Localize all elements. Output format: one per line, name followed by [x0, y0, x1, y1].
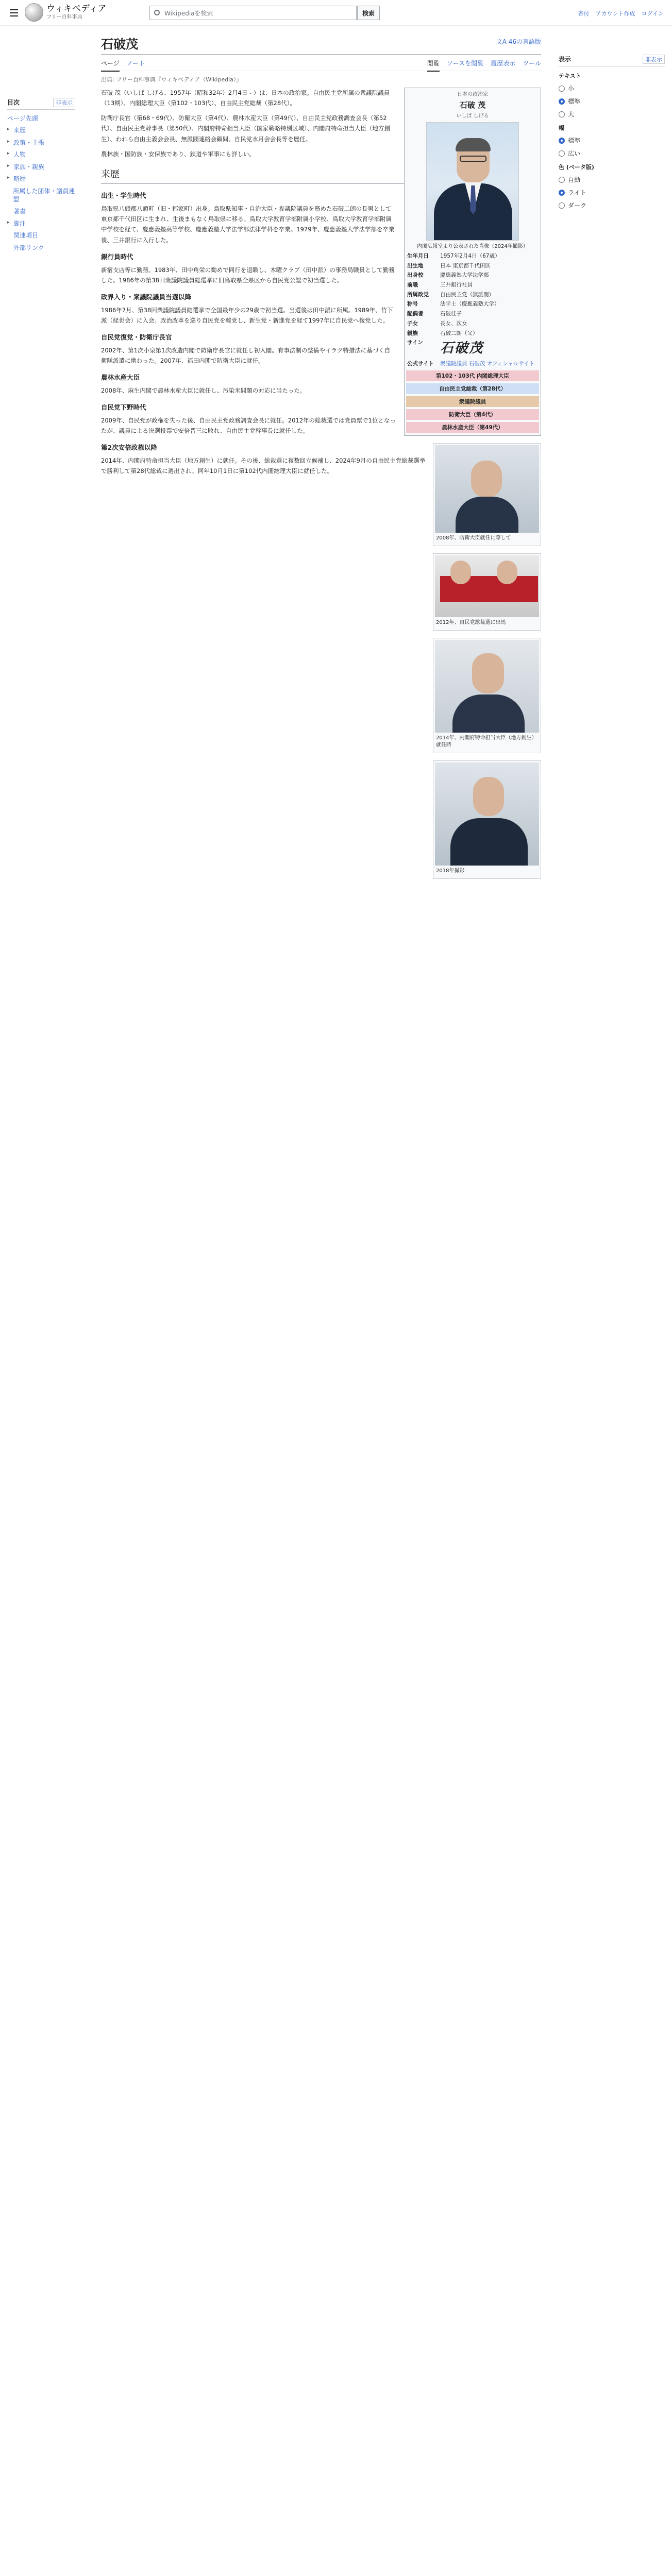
infobox-category: 日本の政治家 — [457, 92, 488, 97]
official-site-link[interactable]: 衆議院議員 石破茂 オフィシャルサイト — [440, 360, 535, 367]
login-link[interactable]: ログイン — [641, 10, 664, 17]
radio-icon[interactable] — [559, 86, 565, 92]
infobox-row: 生年月日 1957年2月4日（67歳） — [407, 253, 500, 259]
photo-thumb[interactable] — [433, 638, 541, 753]
page-tabs — [101, 55, 541, 71]
infobox-row: サイン 石破茂 — [406, 338, 539, 359]
toc-hide-button[interactable]: 非表示 — [53, 98, 75, 107]
infobox-kana: いしば しげる — [456, 113, 489, 119]
tab-article[interactable]: ページ — [101, 59, 120, 72]
toc-top-link[interactable]: ページ先頭 — [7, 115, 38, 122]
lead-paragraph: 農林族・国防族・安保族であり、鉄道や軍事にも詳しい。 — [101, 150, 255, 158]
portrait-photo[interactable] — [426, 122, 519, 241]
infobox-row: 配偶者 石破佳子 — [407, 311, 462, 317]
photo-caption: 2008年、防衛大臣就任に際して — [436, 535, 511, 541]
search-placeholder: Wikipediaを検索 — [164, 9, 213, 17]
subsection-heading: 出生・学生時代 — [101, 192, 146, 200]
section-paragraph: 鳥取県八頭郡八頭町（旧・郡家町）出身。鳥取県知事・自治大臣・参議院議員を務めた石破二朗の長男として東京都千代田区に生まれ、生後まもなく鳥取県に移る。鳥取大学教育学部附属小学校、鳥取大学教育学部附属中学校を経て、慶應義塾高等学校、慶應義塾大学法学部法律学科を卒業。1979年、慶應義塾大学法学部を卒業後、三井銀行に入行した。 — [101, 205, 395, 244]
site-subtitle: フリー百科事典 — [46, 14, 82, 21]
source-line: 出典: フリー百科事典『ウィキペディア（Wikipedia）』 — [101, 76, 242, 83]
width-option[interactable]: 広い — [559, 149, 665, 158]
section-paragraph: 新宿支店等に勤務。1983年、田中角栄の勧めで同行を退職し、木曜クラブ（田中派）の事務局職員として勤務した。1986年の第38回衆議院議員総選挙に旧鳥取県全県区から自民党公認で初当選した。 — [101, 266, 395, 284]
subsection-heading: 第2次安倍政権以降 — [101, 444, 157, 452]
width-option[interactable]: 標準 — [559, 136, 665, 145]
subsection-heading: 自民党復党・防衛庁長官 — [101, 333, 172, 341]
toc-item[interactable]: ▸ 家族・親族 — [7, 163, 45, 171]
chevron-right-icon[interactable]: ▸ — [7, 163, 10, 168]
site-title: ウィキペディア — [46, 4, 107, 14]
portrait-caption: 内閣広報室より公表された肖像（2024年撮影） — [417, 244, 528, 249]
tab-read[interactable]: 閲覧 — [427, 59, 440, 72]
color-option[interactable]: 自動 — [559, 175, 665, 184]
text-size-option[interactable]: 大 — [559, 110, 665, 118]
photo-thumb[interactable] — [433, 443, 541, 546]
office-header: 防衛大臣（第4代） — [406, 409, 539, 420]
photo-caption: 2018年撮影 — [436, 868, 465, 874]
toc-item[interactable]: 所属した団体・議員連盟 — [13, 187, 75, 203]
infobox-row: 公式サイト 衆議院議員 石破茂 オフィシャルサイト — [406, 359, 539, 369]
radio-icon[interactable] — [559, 177, 565, 183]
site-logo[interactable] — [25, 3, 107, 22]
infobox — [404, 88, 541, 436]
toc-item[interactable]: ▸ 人物 — [7, 151, 26, 159]
page-title: 石破茂 — [101, 37, 138, 52]
tab-tools[interactable]: ツール — [523, 60, 541, 67]
section-paragraph: 2002年、第1次小泉第1次改造内閣で防衛庁長官に就任し初入閣。有事法制の整備やイラク特措法に基づく自衛隊派遣に携わった。2007年、福田内閣で防衛大臣に就任。 — [101, 346, 391, 364]
toc-item[interactable]: ▸ 略歴 — [7, 175, 26, 183]
toc-item[interactable]: 外部リンク — [13, 244, 44, 251]
office-header: 農林水産大臣（第49代） — [406, 422, 539, 433]
lead-paragraph: 石破 茂（いしば しげる、1957年（昭和32年）2月4日 - ）は、日本の政治家。自由民主党所属の衆議院議員（13期）、内閣総理大臣（第102・103代）、自由民主党総裁（第28代）。 — [101, 89, 390, 107]
chevron-right-icon[interactable]: ▸ — [7, 175, 10, 181]
toc-item[interactable]: ▸ 政策・主張 — [7, 139, 45, 146]
photo-caption: 2014年、内閣府特命担当大臣（地方創生）就任時 — [436, 735, 537, 749]
text-size-label: テキスト — [559, 73, 581, 79]
appearance-panel — [559, 52, 665, 214]
search-icon — [154, 10, 160, 15]
signature: 石破茂 — [440, 341, 484, 357]
radio-icon[interactable] — [559, 111, 565, 117]
subsection-heading: 農林水産大臣 — [101, 374, 140, 381]
subsection-heading: 銀行員時代 — [101, 252, 133, 261]
tab-view-source[interactable]: ソースを閲覧 — [446, 60, 484, 67]
appearance-hide-button[interactable]: 非表示 — [643, 55, 665, 64]
chevron-right-icon[interactable]: ▸ — [7, 219, 10, 225]
chevron-right-icon[interactable]: ▸ — [7, 139, 10, 144]
infobox-row: 称号 法学士（慶應義塾大学） — [407, 301, 500, 308]
radio-icon[interactable] — [559, 150, 565, 157]
subsection-heading: 政界入り・衆議院議員当選以降 — [101, 293, 192, 301]
section-paragraph: 2008年、麻生内閣で農林水産大臣に就任し、汚染米問題の対応に当たった。 — [101, 386, 306, 394]
infobox-name: 石破 茂 — [459, 100, 486, 110]
language-button[interactable]: 文A 46の言語版 — [496, 38, 541, 45]
chevron-right-icon[interactable]: ▸ — [7, 151, 10, 157]
tab-history[interactable]: 履歴表示 — [491, 60, 516, 67]
section-paragraph: 2014年、内閣府特命担当大臣（地方創生）に就任。その後、総裁選に複数回立候補し、2024年9月の自由民主党総裁選挙で勝利して第28代総裁に選出され、同年10月1日に第102代内閣総理大臣に就任した。 — [101, 457, 426, 475]
user-links — [578, 9, 664, 18]
appearance-heading: 表示 — [559, 56, 572, 63]
radio-selected-icon[interactable] — [559, 138, 565, 144]
search-input[interactable] — [149, 6, 357, 20]
chevron-right-icon[interactable]: ▸ — [7, 127, 10, 132]
color-option[interactable]: ダーク — [559, 201, 665, 210]
office-header: 自由民主党総裁（第28代） — [406, 383, 539, 394]
text-size-option[interactable]: 標準 — [559, 97, 665, 106]
article-content — [101, 33, 541, 884]
wikipedia-globe-icon — [25, 3, 43, 22]
radio-selected-icon[interactable] — [559, 98, 565, 105]
infobox-row: 親族 石破二朗（父） — [407, 330, 478, 336]
tab-talk[interactable]: ノート — [126, 60, 145, 67]
infobox-row: 所属政党 自由民主党（無派閥） — [407, 291, 494, 298]
section-paragraph: 2009年、自民党が政権を失った後、自由民主党政務調査会長に就任。2012年の総裁選では党員票で1位となったが、議員による決選投票で安倍晋三に敗れ、自由民主党幹事長に就任した。 — [101, 416, 396, 434]
donate-link[interactable]: 寄付 — [578, 10, 590, 17]
photo-thumb[interactable] — [433, 553, 541, 631]
office-header: 第102・103代 内閣総理大臣 — [406, 370, 539, 381]
toc-item[interactable]: 著書 — [13, 208, 26, 215]
infobox-row: 子女 長女、次女 — [407, 320, 467, 327]
site-header — [0, 0, 672, 26]
create-account-link[interactable]: アカウント作成 — [595, 10, 635, 17]
infobox-row: 前職 三井銀行社員 — [407, 282, 473, 289]
table-of-contents — [7, 98, 75, 252]
radio-icon[interactable] — [559, 202, 565, 209]
width-label: 幅 — [559, 125, 564, 131]
photo-thumb[interactable] — [433, 760, 541, 879]
toc-heading: 目次 — [7, 99, 20, 106]
section-paragraph: 1986年7月、第38回衆議院議員総選挙で全国最年少の29歳で初当選。当選後は田中派に所属。1989年、竹下派（経世会）に入会。政治改革を巡り自民党を離党し、新生党・新進党を経て1997年に自民党へ復党した。 — [101, 306, 393, 324]
menu-icon[interactable] — [7, 6, 21, 20]
infobox-row: 出身校 慶應義塾大学法学部 — [407, 272, 489, 279]
infobox-row: 出生地 日本 東京都千代田区 — [407, 262, 491, 269]
toc-item[interactable]: 関連項目 — [13, 232, 39, 240]
toc-item[interactable]: ▸ 来歴 — [7, 127, 26, 134]
search-button[interactable]: 検索 — [357, 6, 380, 20]
radio-selected-icon[interactable] — [559, 190, 565, 196]
toc-item[interactable]: ▸ 脚注 — [7, 219, 26, 227]
section-heading-history: 来歴 — [101, 166, 541, 184]
photo-caption: 2012年、自民党総裁選に出馬 — [436, 620, 506, 626]
lead-paragraph: 防衛庁長官（第68・69代）、防衛大臣（第4代）、農林水産大臣（第49代）、自由民主党政務調査会長（第52代）、自由民主党幹事長（第50代）、内閣府特命担当大臣（国家戦略特別区域）、内閣府特命担当大臣（地方創生）、われら自由主義会会長、無派閥連絡会顧問、自民党水月会会長等を歴任。 — [101, 114, 390, 143]
color-label: 色 (ベータ版) — [559, 164, 594, 171]
subsection-heading: 自民党下野時代 — [101, 403, 146, 411]
color-option[interactable]: ライト — [559, 188, 665, 197]
office-header: 衆議院議員 — [406, 396, 539, 407]
text-size-option[interactable]: 小 — [559, 84, 665, 93]
